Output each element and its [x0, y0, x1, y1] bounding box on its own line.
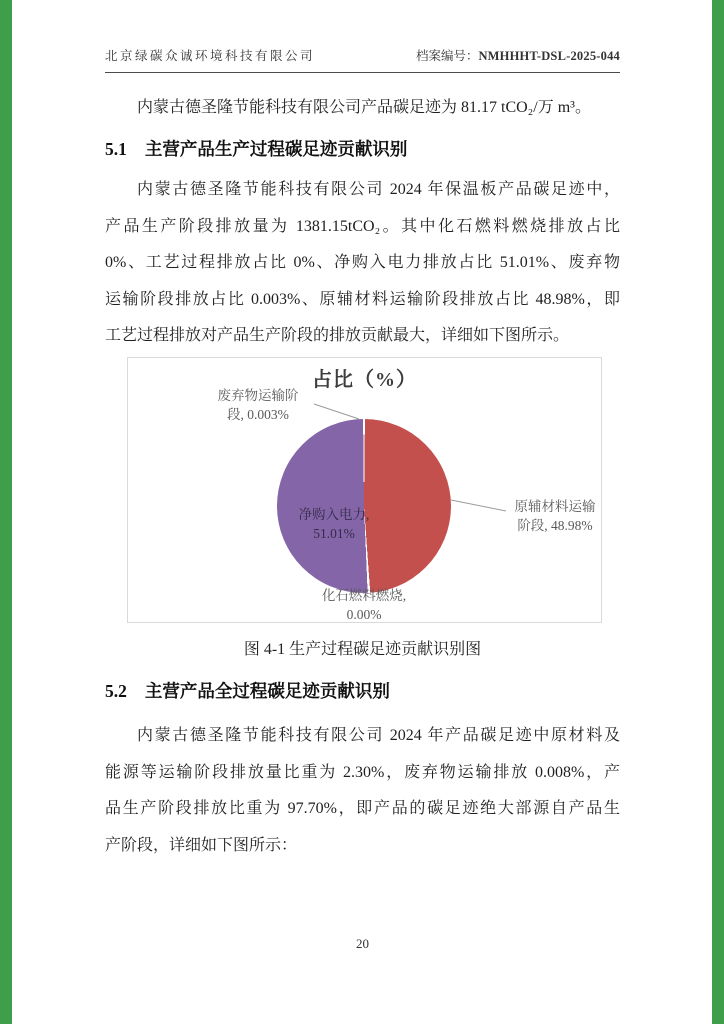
scan-edge-right: [712, 0, 724, 1024]
document-page: [105, 0, 620, 1024]
archive-value: NMHHHT-DSL-2025-044: [478, 49, 620, 63]
text-line: 产品生产阶段排放量为 1381.15tCO₂。其中化石燃料燃烧排放占比: [105, 217, 620, 235]
pie-label-line: 原辅材料运输: [514, 499, 596, 514]
pie-label-line: 段, 0.003%: [227, 407, 289, 422]
pie-label-raw-materials: [507, 497, 603, 535]
archive-label: 档案编号：: [415, 49, 479, 63]
figure-caption: 图 4-1 生产过程碳足迹贡献识别图: [243, 641, 482, 658]
pie-chart-figure: [127, 357, 602, 623]
text-line: 工艺过程排放对产品生产阶段的排放贡献最大，详细如下图所示。: [105, 327, 570, 344]
chart-title: 占比（%）: [312, 369, 417, 391]
text-line: 内蒙古德圣隆节能科技有限公司 2024 年保温板产品碳足迹中，: [137, 181, 620, 198]
pie-label-fossil-fuel: [306, 586, 422, 624]
scan-edge-left: [0, 0, 12, 1024]
section-5-1-number: 5.1: [105, 139, 127, 159]
pie-label-line: 化石燃料燃烧,: [321, 588, 407, 603]
pie-label-line: 废弃物运输阶: [217, 388, 299, 403]
section-5-1-heading: [105, 136, 620, 161]
page-header: [105, 46, 620, 73]
text-line: 0%、工艺过程排放占比 0%、净购入电力排放占比 51.01%、废弃物: [105, 254, 620, 271]
pie-label-electricity: [278, 505, 390, 543]
section-5-1-paragraph: [105, 172, 620, 355]
page-number: 20: [356, 936, 369, 951]
pie-label-waste-transport: [188, 386, 328, 424]
section-5-2-number: 5.2: [105, 681, 127, 701]
pie-label-line: 0.00%: [346, 607, 382, 622]
intro-paragraph: [105, 90, 620, 127]
text-line: 运输阶段排放占比 0.003%、原辅材料运输阶段排放占比 48.98%，即: [105, 290, 620, 308]
text-line: 能源等运输阶段排放量比重为 2.30%，废弃物运输排放 0.008%，产: [105, 763, 620, 781]
section-5-1-title: 主营产品生产过程碳足迹贡献识别: [144, 139, 408, 159]
pie-label-line: 51.01%: [313, 526, 355, 541]
header-archive-number: [416, 46, 620, 64]
text-line: 品生产阶段排放比重为 97.70%，即产品的碳足迹绝大部源自产品生: [105, 800, 620, 817]
pie-label-line: 阶段, 48.98%: [517, 518, 593, 533]
text-line: 产阶段，详细如下图所示：: [105, 836, 298, 854]
header-company-name: 北京绿碳众诚环境科技有限公司: [105, 49, 316, 63]
section-5-2-title: 主营产品全过程碳足迹贡献识别: [144, 681, 390, 701]
section-5-2-paragraph: [105, 718, 620, 864]
text-line: 内蒙古德圣隆节能科技有限公司 2024 年产品碳足迹中原材料及: [137, 727, 620, 744]
pie-label-line: 净购入电力,: [298, 507, 370, 522]
text-line: 内蒙古德圣隆节能科技有限公司产品碳足迹为 81.17 tCO₂/万 m³。: [137, 99, 591, 116]
section-5-2-heading: [105, 678, 620, 703]
